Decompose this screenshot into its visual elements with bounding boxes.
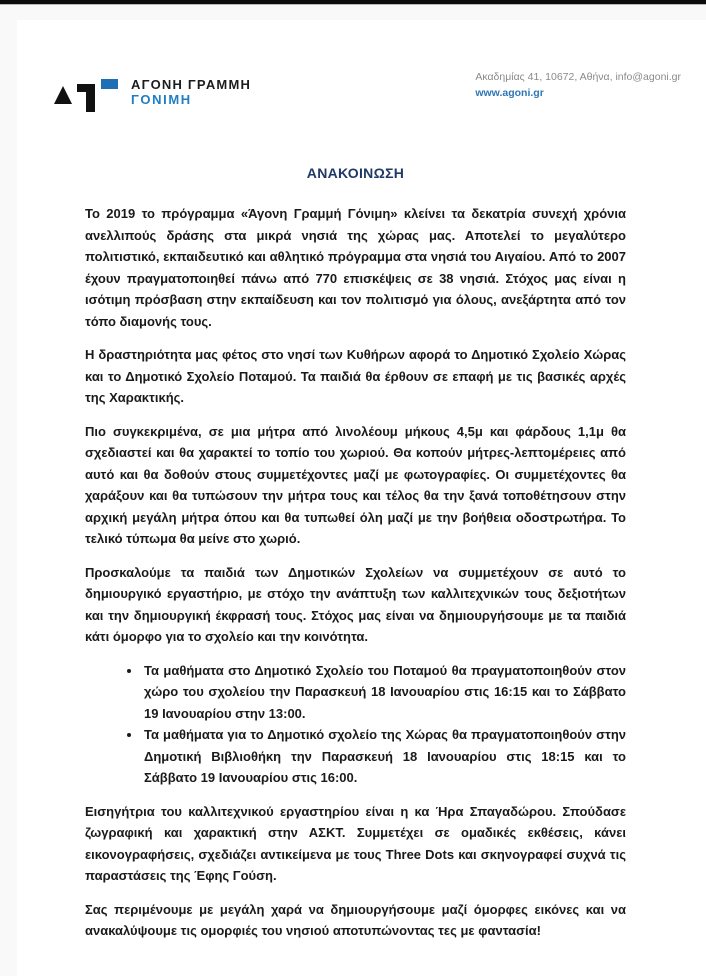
document-body xyxy=(85,203,626,942)
logo-name-line2: ΓΟΝΙΜΗ xyxy=(131,91,192,107)
agoni-grammi-logo xyxy=(52,77,251,113)
viewer-top-edge xyxy=(0,0,706,5)
bullet-item-chora-schedule: • Τα μαθήματα για το Δημοτικό σχολείο της Χώρας θα πραγματοποιηθούν στην Δημοτική Βιβλιοθήκη την Παρασκευή 18 Ιανουαρίου στις 18:15 και το Σάββατο 19 Ιανουαρίου στις 16:00. xyxy=(142,724,626,789)
schedule-bullet-list xyxy=(85,660,626,789)
paragraph-closing: Σας περιμένουμε με μεγάλη χαρά να δημιουργήσουμε μαζί όμορφες εικόνες και να ανακαλύψουμε τις ομορφιές του νησιού αποτυπώνοντας τες με φαντασία! xyxy=(85,901,626,938)
bullet-item-potamos-schedule: • Τα μαθήματα στο Δημοτικό Σχολείο του Ποταμού θα πραγματοποιηθούν στον χώρο του σχολείου την Παρασκευή 18 Ιανουαρίου στις 16:15 και το Σάββατο 19 Ιανουαρίου στην 13:00. xyxy=(142,660,626,725)
agoni-grammi-logo-mark-icon xyxy=(52,77,120,113)
logo-name-line1: ΑΓΟΝΗ ΓΡΑΜΜΗ xyxy=(131,77,252,92)
paragraph-intro: Το 2019 το πρόγραμμα «Άγονη Γραμμή Γόνιμη» κλείνει τα δεκατρία συνεχή χρόνια ανελλιπούς δράσης στα μικρά νησιά της χώρας μας. Αποτελεί το μεγαλύτερο πολιτιστικό, εκπαιδευτικό και αθλητικό πρόγραμμα στα νησιά του Αιγαίου. Από το 2007 έχουν πραγματοποιηθεί πάνω από 770 επισκέψεις σε 38 νησιά. Στόχος μας είναι η ισότιμη πρόσβαση στην εκπαίδευση και τον πολιτισμό για όλους, ανεξάρτητα από τον τόπο διαμονής τους. xyxy=(85,206,626,329)
logo-text xyxy=(131,77,251,108)
document-title: ΑΝΑΚΟΙΝΩΣΗ xyxy=(306,165,405,181)
paragraph-activity: Η δραστηριότητα μας φέτος στο νησί των Κυθήρων αφορά το Δημοτικό Σχολείο Χώρας και το Δημοτικό Σχολείο Ποταμού. Τα παιδιά θα έρθουν σε επαφή με τις βασικές αρχές της Χαρακτικής. xyxy=(85,347,626,405)
paragraph-instructor: Εισηγήτρια του καλλιτεχνικού εργαστηρίου είναι η κα Ήρα Σπαγαδώρου. Σπούδασε ζωγραφική και χαρακτική στην ΑΣΚΤ. Συμμετέχει σε ομαδικές εκθέσεις, κάνει εικονογραφήσεις, σχεδιάζει αντικείμενα με τους Three Dots και σκηνογραφεί συχνά τις παραστάσεις της Έφης Γούση. xyxy=(85,803,626,883)
paragraph-invitation: Προσκαλούμε τα παιδιά των Δημοτικών Σχολείων να συμμετέχουν σε αυτό το δημιουργικό εργαστήριο, με στόχο την ανάπτυξη των καλλιτεχνικών τους δεξιοτήτων και την δημιουργική έκφρασή τους. Στόχος μας είναι να δημιουργήσουμε με τα παιδιά κάτι όμορφο για το σχολείο και την κοινότητα. xyxy=(85,564,626,644)
letterhead xyxy=(52,70,681,113)
contact-address: Ακαδημίας 41, 10672, Αθήνα, info@agoni.gr xyxy=(475,71,681,83)
contact-block xyxy=(475,70,681,102)
contact-website-link[interactable]: www.agoni.gr xyxy=(475,86,544,99)
document-page xyxy=(17,20,706,976)
paragraph-details: Πιο συγκεκριμένα, σε μια μήτρα από λινολέουμ μήκους 4,5μ και φάρδους 1,1μ θα σχεδιαστεί και θα χαρακτεί το τοπίο του χωριού. Θα κοπούν μήτρες-λεπτομέρειες από αυτό και θα δοθούν στους συμμετέχοντες μαζί με φωτογραφίες. Οι συμμετέχοντες θα χαράξουν και θα τυπώσουν την μήτρα τους και τέλος θα την ξανά τοποθέτησουν στην αρχική μεγάλη μήτρα όπου και θα τυπωθεί όλη μαζί με την βοήθεια οδοστρωτήρα. Το τελικό τύπωμα θα μείνε στο χωριό. xyxy=(85,423,626,546)
